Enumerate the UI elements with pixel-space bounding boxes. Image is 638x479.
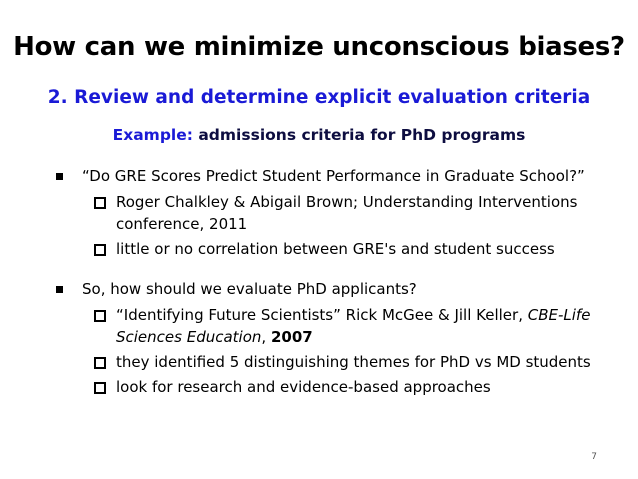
hollow-square-bullet-icon [94, 310, 106, 322]
sub-bullet-text: they identified 5 distinguishing themes for PhD vs MD students [116, 353, 591, 371]
filled-square-bullet-icon [56, 286, 63, 293]
hollow-square-bullet-icon [94, 197, 106, 209]
bullet-item [56, 165, 616, 260]
sub-bullet-item [90, 238, 616, 260]
bullet-text: So, how should we evaluate PhD applicants? [82, 280, 417, 298]
sub-bullet-item [90, 191, 616, 235]
citation-separator: , [261, 328, 271, 346]
slide-title: How can we minimize unconscious biases? [13, 32, 625, 62]
page-number: 7 [591, 452, 597, 462]
example-label: Example: [112, 126, 193, 144]
example-text: admissions criteria for PhD programs [192, 126, 526, 144]
sub-bullet-text: Roger Chalkley & Abigail Brown; Understanding Interventions conference, 2011 [116, 193, 578, 233]
sub-bullet-list [90, 191, 616, 260]
bullet-text: “Do GRE Scores Predict Student Performance in Graduate School?” [82, 167, 585, 185]
sub-bullet-item [90, 304, 616, 348]
sub-bullet-item [90, 376, 616, 398]
citation-text: “Identifying Future Scientists” Rick McGee & Jill Keller, [116, 306, 528, 324]
sub-bullet-list [90, 304, 616, 398]
filled-square-bullet-icon [56, 173, 63, 180]
sub-bullet-item [90, 351, 616, 373]
journal-name: CBE-Life Sciences Education [116, 306, 591, 346]
citation-year: 2007 [270, 328, 313, 346]
example-line [0, 126, 638, 144]
sub-bullet-text: look for research and evidence-based approaches [116, 378, 491, 396]
slide-subtitle: 2. Review and determine explicit evaluation criteria [47, 87, 591, 108]
hollow-square-bullet-icon [94, 357, 106, 369]
bullet-list [56, 165, 616, 398]
hollow-square-bullet-icon [94, 244, 106, 256]
hollow-square-bullet-icon [94, 382, 106, 394]
bullet-item [56, 278, 616, 398]
sub-bullet-text: little or no correlation between GRE's and student success [116, 240, 555, 258]
